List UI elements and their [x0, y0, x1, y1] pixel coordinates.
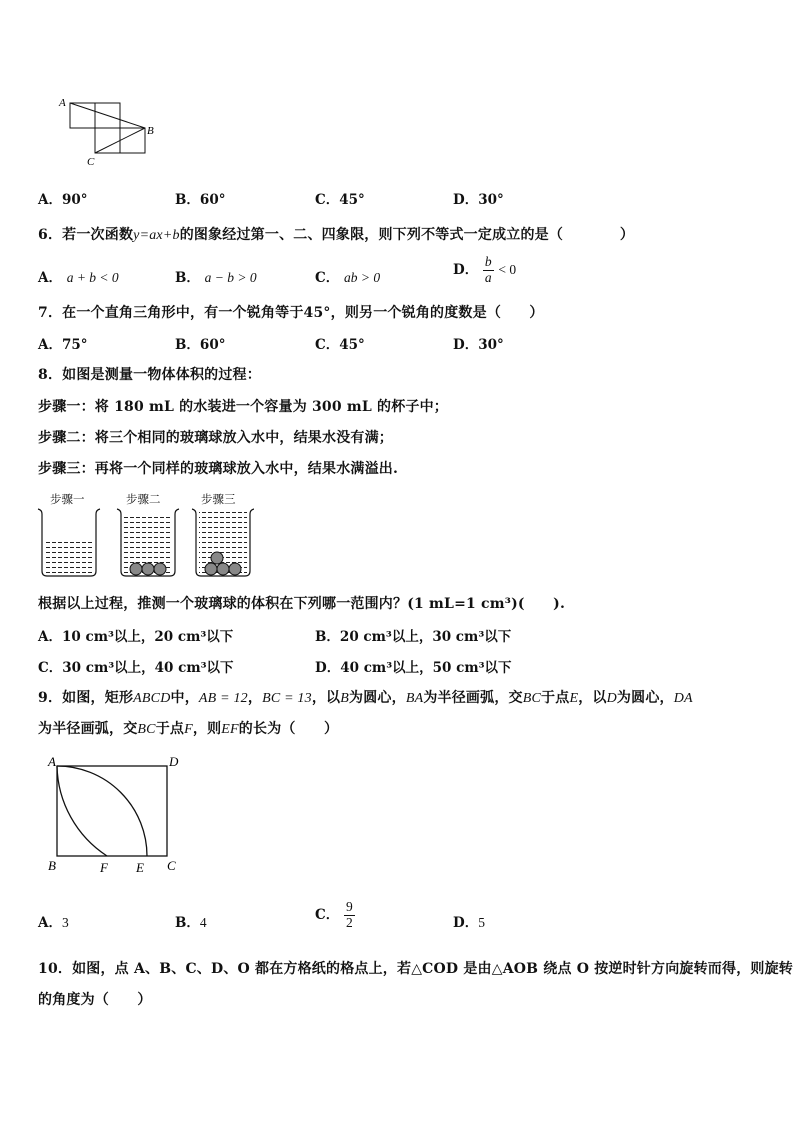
q5-grid-figure [55, 96, 165, 168]
option-letter: C． [315, 337, 340, 353]
fraction-denominator: 2 [345, 914, 353, 930]
beaker-2 [117, 509, 179, 576]
math: ABCD [133, 691, 171, 706]
text: 于点 [541, 690, 570, 706]
q8-option-d[interactable] [315, 656, 512, 676]
q8-question: 根据以上过程，推测一个玻璃球的体积在下列哪一范围内？(1 mL=1 cm³)( ). [38, 596, 566, 612]
option-text: 30° [478, 192, 504, 208]
option-letter: A． [38, 270, 62, 286]
q5-option-c[interactable] [315, 188, 365, 208]
option-text: < 0 [498, 261, 517, 277]
text: ，以 [311, 690, 341, 706]
q8-beakers-figure [34, 505, 254, 581]
option-text: 10 cm³以上，20 cm³以下 [61, 629, 234, 645]
option-text: 45° [339, 192, 365, 208]
option-letter: B． [175, 270, 200, 286]
q9-fraction [344, 900, 355, 931]
option-text: 4 [199, 915, 207, 930]
option-text: 75° [61, 337, 88, 353]
option-letter: D． [453, 192, 479, 208]
q5-option-a[interactable] [38, 188, 88, 208]
text: ，则 [192, 721, 222, 737]
math: BC [137, 722, 156, 737]
text: 于点 [155, 721, 185, 737]
fraction-denominator: a [484, 269, 492, 285]
option-text: 30 cm³以上，40 cm³以下 [62, 660, 234, 676]
q9-rectangle-figure [40, 752, 190, 882]
option-text: 60° [199, 337, 226, 353]
text: 为半径画弧，交 [38, 721, 138, 737]
option-text: 5 [478, 915, 485, 930]
q9-option-b[interactable] [175, 911, 207, 931]
beaker-label-3: 步骤三 [201, 492, 236, 506]
q9-option-a[interactable] [38, 911, 69, 931]
q9-option-c[interactable] [315, 900, 355, 931]
q5-option-b[interactable] [175, 188, 225, 208]
q6-stem [38, 224, 634, 244]
math: B [340, 691, 349, 706]
q8-option-c[interactable] [38, 656, 234, 676]
q6-option-a[interactable] [38, 266, 119, 286]
q8-option-b[interactable] [315, 625, 511, 645]
q10-stem-line2: 的角度为（ ） [38, 992, 152, 1008]
beaker-1 [38, 509, 100, 576]
fraction-numerator: b [484, 254, 492, 269]
beaker-label-2: 步骤二 [126, 492, 161, 506]
option-letter: B． [175, 337, 200, 353]
math: EF [221, 722, 239, 737]
glass-ball [154, 563, 166, 575]
q8-option-a[interactable] [38, 625, 233, 645]
q9-label-b: B [48, 858, 56, 873]
option-letter: D． [315, 660, 341, 676]
text: 9．如图，矩形 [38, 690, 134, 706]
q9-option-d[interactable] [453, 911, 485, 931]
text: 为半径画弧，交 [423, 690, 523, 706]
option-letter: D． [453, 915, 479, 931]
math: D [606, 691, 617, 706]
q10-stem-line1: 10．如图，点 A、B、C、D、O 都在方格纸的格点上，若△COD 是由△AOB 绕点 O 按逆时针方向旋转而得，则旋转 [38, 961, 793, 977]
q6-suffix: 的图象经过第一、二、四象限，则下列不等式一定成立的是（ ） [179, 227, 635, 243]
q7-option-d[interactable] [453, 333, 504, 353]
option-text: 40 cm³以上，50 cm³以下 [340, 660, 512, 676]
q7-option-b[interactable] [175, 333, 225, 353]
option-text: a + b < 0 [66, 270, 119, 285]
option-text: 90° [61, 192, 88, 208]
beaker-3 [192, 509, 254, 576]
text: 为圆心， [349, 690, 406, 706]
q8-step3: 步骤三：再将一个同样的玻璃球放入水中，结果水满溢出. [38, 461, 399, 477]
q6-option-d[interactable] [453, 255, 516, 286]
math: BC [522, 691, 542, 706]
option-letter: A． [38, 629, 62, 645]
q9-label-a: A [48, 754, 56, 769]
option-text: 30° [478, 337, 504, 353]
math: E [569, 691, 579, 706]
glass-ball [217, 563, 229, 575]
q9-label-d: D [169, 754, 179, 769]
q8-step2: 步骤二：将三个相同的玻璃球放入水中，结果水没有满； [38, 430, 393, 446]
option-letter: A． [38, 915, 62, 931]
q6-fraction [483, 255, 494, 286]
text: 的长为（ ） [238, 721, 339, 737]
math: DA [673, 691, 693, 706]
beaker-label-1: 步骤一 [50, 492, 85, 506]
option-letter: D． [453, 337, 479, 353]
fraction-numerator: 9 [345, 899, 353, 914]
text: 中， [170, 690, 199, 706]
q6-option-c[interactable] [315, 266, 380, 286]
option-text: 60° [199, 192, 226, 208]
glass-ball [130, 563, 142, 575]
option-letter: B． [175, 915, 200, 931]
q9-stem-line1 [38, 687, 693, 707]
q5-option-d[interactable] [453, 188, 504, 208]
glass-ball [229, 563, 241, 575]
option-text: 45° [339, 337, 365, 353]
math: F [184, 722, 193, 737]
q8-stem: 8．如图是测量一物体体积的过程： [38, 367, 261, 383]
glass-ball [205, 563, 217, 575]
option-text: a − b > 0 [204, 270, 257, 285]
q7-stem: 7．在一个直角三角形中，有一个锐角等于45°，则另一个锐角的度数是（ ） [38, 305, 544, 321]
math: BA [405, 691, 424, 706]
q9-label-f: F [100, 860, 108, 875]
q5-label-a: A [59, 97, 66, 109]
option-text: 3 [61, 915, 69, 930]
text: ，以 [578, 690, 607, 706]
glass-ball [142, 563, 154, 575]
option-letter: B． [315, 629, 340, 645]
q6-prefix: 6．若一次函数 [38, 227, 134, 243]
q9-stem-line2 [38, 718, 338, 738]
text: 为圆心， [616, 690, 674, 706]
q9-label-c: C [167, 858, 176, 873]
q8-step1: 步骤一：将 180 mL 的水装进一个容量为 300 mL 的杯子中； [38, 399, 449, 415]
option-letter: C． [38, 660, 63, 676]
option-text: 20 cm³以上，30 cm³以下 [339, 629, 512, 645]
math: BC = 13 [262, 691, 312, 706]
glass-ball [211, 552, 223, 564]
option-letter: B． [175, 192, 200, 208]
q5-label-c: C [87, 156, 95, 168]
q5-label-b: B [147, 125, 154, 137]
q6-option-b[interactable] [175, 266, 257, 286]
q6-formula: y=ax+b [133, 228, 180, 243]
option-letter: A． [38, 337, 62, 353]
option-text: ab > 0 [343, 270, 381, 285]
text: ， [247, 690, 263, 706]
option-letter: C． [315, 192, 340, 208]
option-letter: D． [453, 261, 479, 278]
q7-option-c[interactable] [315, 333, 365, 353]
option-letter: A． [38, 192, 62, 208]
option-letter: C． [315, 270, 340, 286]
math: AB = 12 [198, 691, 248, 706]
q9-label-e: E [136, 860, 144, 875]
q7-option-a[interactable] [38, 333, 88, 353]
option-letter: C． [315, 906, 340, 923]
